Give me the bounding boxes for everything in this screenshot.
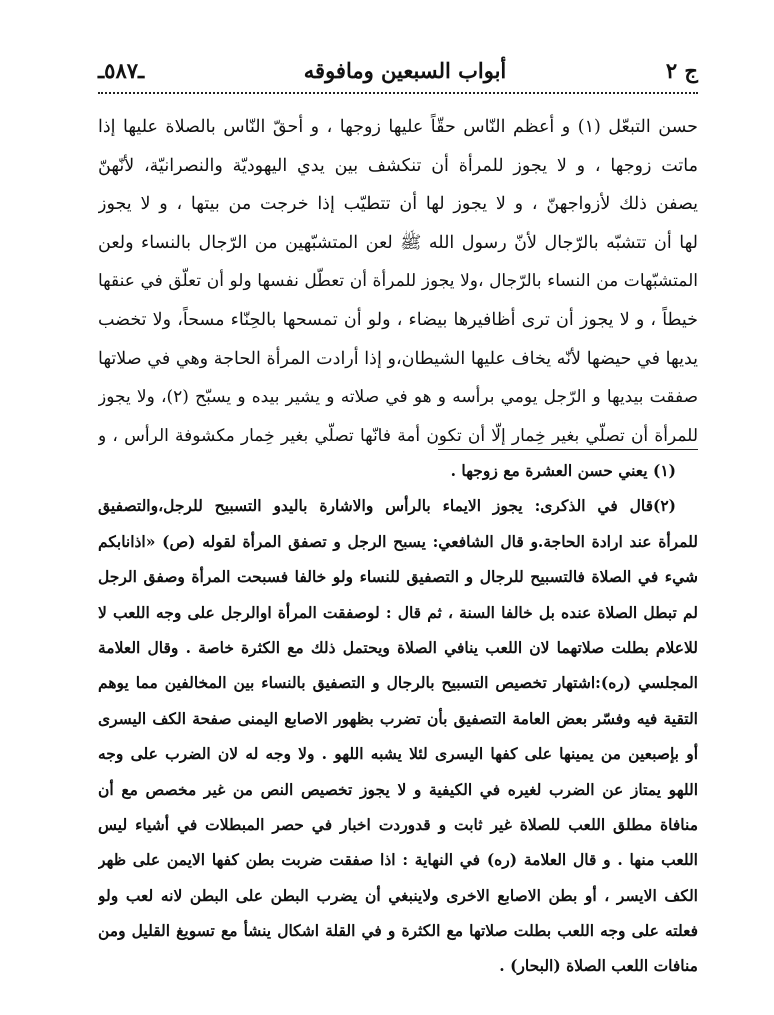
page-header <box>98 54 698 86</box>
main-text-line: خيطاً ، و لا يجوز أن ترى أظافيرها بيضاء ، ولو أن تمسحها بالحِنّاء مسحاً، ولا تخضب <box>98 309 698 330</box>
footnote-line: التقية فيه وفسّر بعض العامة التصفيق بأن تضرب بظهور الاصابع اليمنى صفحة الكف اليسرى <box>98 708 698 728</box>
chapter-title: أبواب السبعين ومافوقه <box>303 57 507 83</box>
footnote-line: اللهو يمتاز عن الضرب لغيره في الكيفية و لا يجوز تخصيص النص من غير مخصص مع أن <box>98 779 698 799</box>
footnote-line: للاعلام بطلت صلاتهما لان اللعب ينافي الصلاة ويحتمل ذلك مع الكثرة خاصة . وقال العلامة <box>98 637 698 657</box>
header-divider <box>98 92 698 94</box>
main-text-line: لها أن تتشبّه بالرّجال لأنّ رسول الله ﷺ لعن المتشبّهين من الرّجال بالنساء ولعن <box>98 232 698 253</box>
footnote-line: اللعب منها . و قال العلامة (ره) في النهاية : اذا صفقت ضربت بطن كفها الايمن على ظهر <box>98 850 698 870</box>
footnote-line: منافات اللعب الصلاة (البحار) . <box>499 956 698 976</box>
footnote-line: شيء في الصلاة فالتسبيح للرجال و التصفيق للنساء ولو خالفا فسبحت المرأة وصفق الرجل <box>98 567 698 587</box>
main-text-line: يديها في حيضها لأنّه يخاف عليها الشيطان،و إذا أرادت المرأة الحاجة وهي في صلاتها <box>98 348 698 369</box>
footnote-divider <box>438 449 698 450</box>
main-text-line: صفقت بيديها و الرّجل يومي برأسه و هو في صلاته و يشير بيده و يسبّح (٢)، ولا يجوز <box>98 387 698 408</box>
footnote-line: الكف الايسر ، أو بطن الاصابع الاخرى ولاينبغي أن يضرب البطن على البطن لانه لعب ولو <box>98 885 698 905</box>
footnote-line: فعلته على وجه اللعب بطلت صلاتها مع الكثرة و في القلة اشكال ينشأ مع تسويغ القليل ومن <box>98 921 698 941</box>
footnote-line: (١) يعني حسن العشرة مع زوجها . <box>450 461 676 480</box>
main-text-line: حسن التبعّل (١) و أعظم النّاس حقّاً عليها زوجها ، و أحقّ النّاس بالصلاة عليها إذا <box>98 117 698 137</box>
main-text-line: المتشبّهات من النساء بالرّجال ،ولا يجوز للمرأة أن تعطّل نفسها ولو أن تعلّق في عنقها <box>98 271 698 292</box>
page-number: ـ٥٨٧ـ <box>98 57 145 83</box>
main-text-line: للمرأة أن تصلّي بغير خِمار إلّا أن تكون أمة فانّها تصلّي بغير خِمار مكشوفة الرأس ، و <box>98 425 698 446</box>
footnote-line: لم تبطل الصلاة عنده بل خالفا السنة ، ثم قال : لوصفقت المرأة اوالرجل على وجه اللعب لا <box>98 602 698 622</box>
footnote-line: منافاة مطلق اللعب للصلاة غير ثابت و قدوردت اخبار في حصر المبطلات في أشياء ليس <box>98 814 698 834</box>
volume-label: ج ٢ <box>665 57 698 83</box>
footnotes <box>98 453 698 984</box>
main-text-line: ماتت زوجها ، و لا يجوز للمرأة أن تنكشف بين يدي اليهوديّة والنصرانيّة، لأنّهنّ <box>98 155 698 176</box>
main-text <box>98 108 698 455</box>
main-text-line: يصفن ذلك لأزواجهنّ ، و لا يجوز لها أن تتطيّب إذا خرجت من بيتها ، و لا يجوز <box>98 194 698 215</box>
footnote-line: (٢)قال في الذكرى: يجوز الايماء بالرأس والاشارة باليدو التسبيح للرجل،والتصفيق <box>98 496 676 516</box>
footnote-line: أو بإصبعين من يمينها على كفها اليسرى لئلا يشبه اللهو . ولا وجه له لان الضرب على وجه <box>98 744 698 764</box>
footnote-line: المجلسي (ره):اشتهار تخصيص التسبيح بالرجال و التصفيق بالنساء بين المخالفين مما يوهم <box>98 673 698 693</box>
footnote-line: للمرأة عند ارادة الحاجة.و قال الشافعي: يسبح الرجل و تصفق المرأة لقوله (ص) «اذانابكم <box>98 531 698 551</box>
